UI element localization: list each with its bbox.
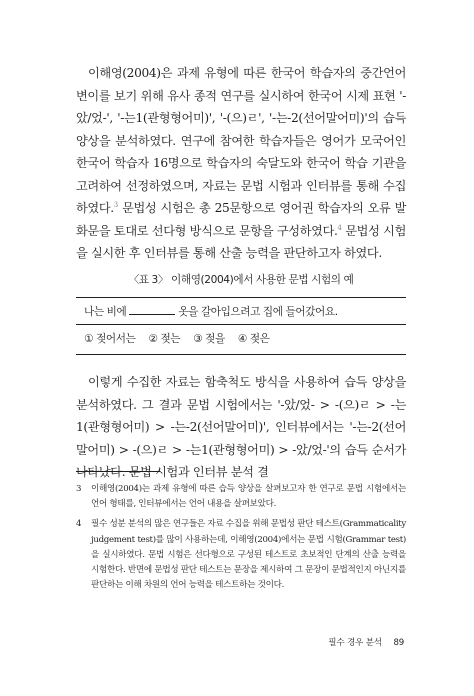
body-paragraph-2: 이렇게 수집한 자료는 함축척도 방식을 사용하여 습득 양상을 분석하였다. 그 결과 문법 시험에서는 '-았/었- > -(으)ㄹ > -는1(관형형어미) > -는-2(선어말어미)', 인터뷰에서는 '-는-2(선어말어미) > -(으)ㄹ > -는1(관형형어미) > -았/었-'의 습득 순서가 나타났다. 문법 시험과 인터뷰 분석 결 (76, 375, 406, 479)
footnote-separator (76, 471, 160, 472)
page-number: 89 (393, 638, 404, 648)
example-sentence (84, 303, 404, 321)
footnote-text: 이해영(2004)는 과제 유형에 따른 습득 양상을 살펴보고자 한 연구로 문법 시험에서는 언어 형태를, 인터뷰에서는 언어 내용을 살펴보았다. (91, 484, 406, 510)
option-2: ② 젖는 (148, 333, 181, 345)
footnote-number: 3 (76, 484, 82, 494)
option-1: ① 젖어서는 (84, 333, 136, 345)
paragraph-1-text-c: 문법성 시험을 실시한 후 인터뷰를 통해 산출 능력을 판단하고자 하였다. (76, 223, 407, 260)
answer-options (84, 330, 404, 348)
option-3: ③ 젖을 (193, 333, 225, 345)
table-caption: 〈표 3〉 이해영(2004)에서 사용한 문법 시험의 예 (128, 274, 354, 286)
footnote-ref-3[interactable]: 3 (113, 200, 118, 209)
footnotes (76, 482, 406, 598)
answer-blank (129, 304, 175, 315)
sentence-after-blank: 옷을 갈아입으려고 집에 들어갔어요. (178, 306, 338, 318)
footnote-number: 4 (76, 519, 82, 530)
paragraph-1-text-a: 이해영(2004)은 과제 유형에 따른 한국어 학습자의 중간언어 변이를 보기 위해 유사 종적 연구를 실시하여 한국어 시제 표현 '-았/었-', '-는1(관형형어미)', '-(으)ㄹ', '-는-2(선어말어미)'의 습득 양상을 분석하였다. 연구에 참여한 학습자들은 영어가 모국어인 한국어 학습자 16명으로 학습자의 숙달도와 한국어 학습 기관을 고려하여 선정하였으며, 자료는 문법 시험과 인터뷰를 통해 수집하였다. (76, 66, 406, 215)
running-footer (328, 636, 404, 650)
option-4: ④ 젖은 (237, 333, 270, 345)
footnote-3 (76, 482, 406, 512)
footnote-text: 필수 성분 분석의 많은 연구들은 자료 수집을 위해 문법성 판단 테스트(Grammaticality judgement test)를 많이 사용하는데, 이해영(2004)에서는 문법 시험(Grammar test)을 실시하였다. 문법 시험은 선다형으로 구성된 테스트로 초보적인 단계의 산출 능력을 시험한다. 반면에 문법성 판단 테스트는 문장을 제시하여 그 문장이 문법적인지 아닌지를 판단하는 이해 차원의 언어 능력을 테스트하는 것이다. (91, 519, 406, 591)
footnote-ref-4[interactable]: 4 (337, 223, 342, 232)
example-divider (76, 324, 406, 325)
footnote-4 (76, 517, 406, 593)
grammar-test-example-box (76, 297, 406, 355)
body-paragraph-1 (76, 62, 406, 265)
sentence-before-blank: 나는 비에 (84, 306, 127, 318)
paragraph-1-text-b: 문법성 시험은 총 25문항으로 영어권 학습자의 오류 발화문을 토대로 선다형 방식으로 문항을 구성하였다. (76, 201, 406, 238)
running-title: 필수 경우 분석 (328, 638, 382, 648)
